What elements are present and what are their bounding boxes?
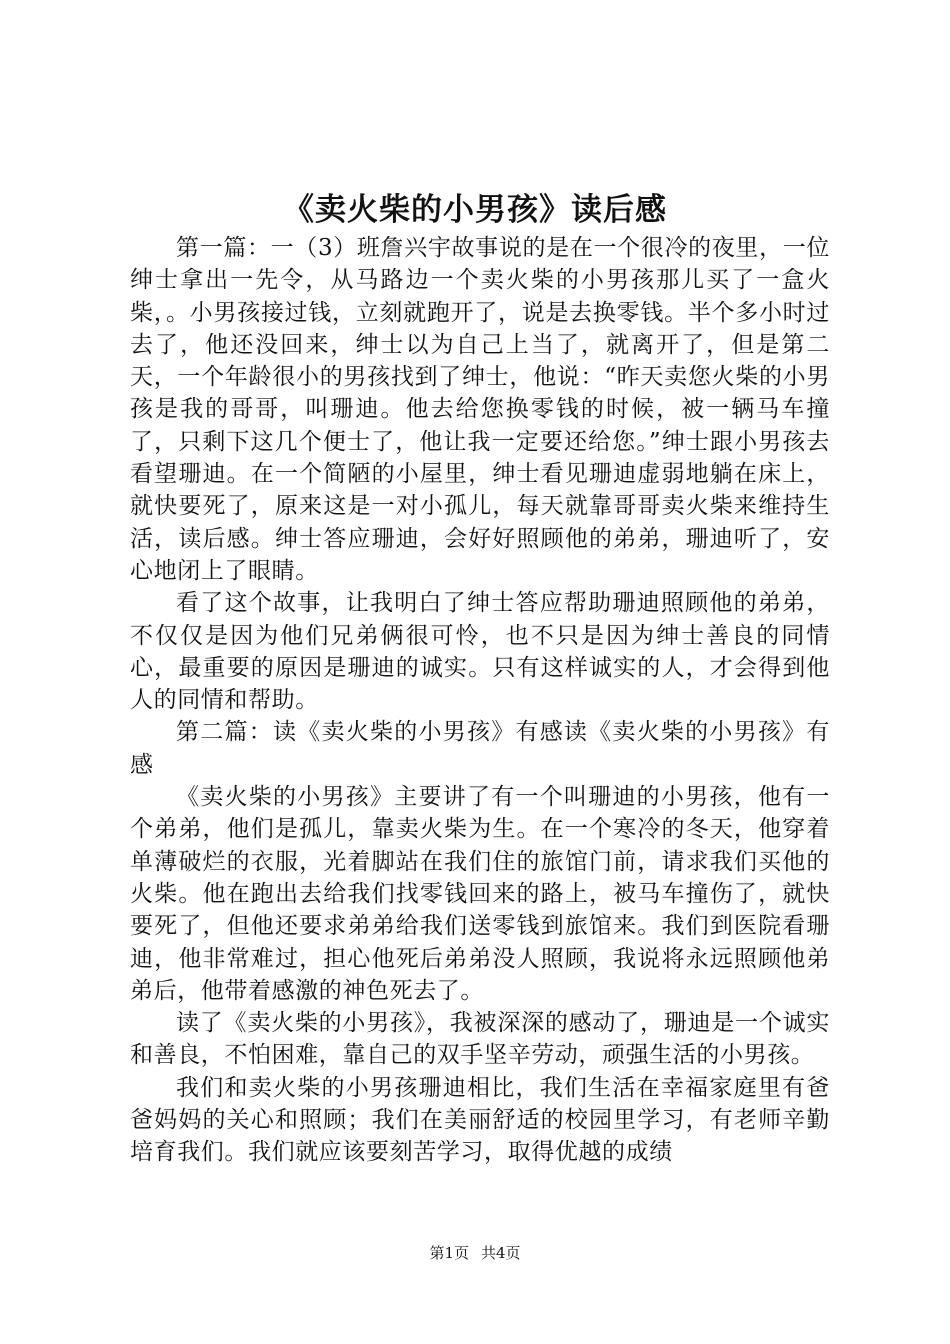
page-number: 第1页 <box>429 1244 469 1262</box>
paragraph-6: 我们和卖火柴的小男孩珊迪相比，我们生活在幸福家庭里有爸爸妈妈的关心和照顾；我们在美丽舒适的校园里学习，有老师辛勤培育我们。我们就应该要刻苦学习，取得优越的成绩 <box>130 1074 830 1166</box>
paragraph-4: 《卖火柴的小男孩》主要讲了有一个叫珊迪的小男孩，他有一个弟弟，他们是孤儿，靠卖火柴为生。在一个寒冷的冬天，他穿着单薄破烂的衣服，光着脚站在我们住的旅馆门前，请求我们买他的火柴。他在跑出去给我们找零钱回来的路上，被马车撞伤了，就快要死了，但他还要求弟弟给我们送零钱到旅馆来。我们到医院看珊迪，他非常难过，担心他死后弟弟没人照顾，我说将永远照顾他弟弟后，他带着感激的神色死去了。 <box>130 784 830 1004</box>
paragraph-3: 第二篇：读《卖火柴的小男孩》有感读《卖火柴的小男孩》有感 <box>130 719 830 778</box>
page-footer <box>0 1243 950 1263</box>
page-total: 共4页 <box>481 1244 521 1262</box>
paragraph-1: 第一篇：一（3）班詹兴宇故事说的是在一个很冷的夜里，一位绅士拿出一先令，从马路边一个卖火柴的小男孩那儿买了一盒火柴，。小男孩接过钱，立刻就跑开了，说是去换零钱。半个多小时过去了，他还没回来，绅士以为自己上当了，就离开了，但是第二天，一个年龄很小的男孩找到了绅士，他说：“昨天卖您火柴的小男孩是我的哥哥，叫珊迪。他去给您换零钱的时候，被一辆马车撞了，只剩下这几个便士了，他让我一定要还给您。”绅士跟小男孩去看望珊迪。在一个简陋的小屋里，绅士看见珊迪虚弱地躺在床上，就快要死了，原来这是一对小孤儿，每天就靠哥哥卖火柴来维持生活，读后感。绅士答应珊迪，会好好照顾他的弟弟，珊迪听了，安心地闭上了眼睛。 <box>130 235 830 584</box>
document-body <box>130 232 830 1169</box>
paragraph-5: 读了《卖火柴的小男孩》，我被深深的感动了，珊迪是一个诚实和善良，不怕困难，靠自己的双手坚辛劳动，顽强生活的小男孩。 <box>130 1010 830 1069</box>
document-title: 《卖火柴的小男孩》读后感 <box>283 192 667 228</box>
paragraph-2: 看了这个故事，让我明白了绅士答应帮助珊迪照顾他的弟弟，不仅仅是因为他们兄弟俩很可怜，也不只是因为绅士善良的同情心，最重要的原因是珊迪的诚实。只有这样诚实的人，才会得到他人的同情和帮助。 <box>130 590 830 714</box>
